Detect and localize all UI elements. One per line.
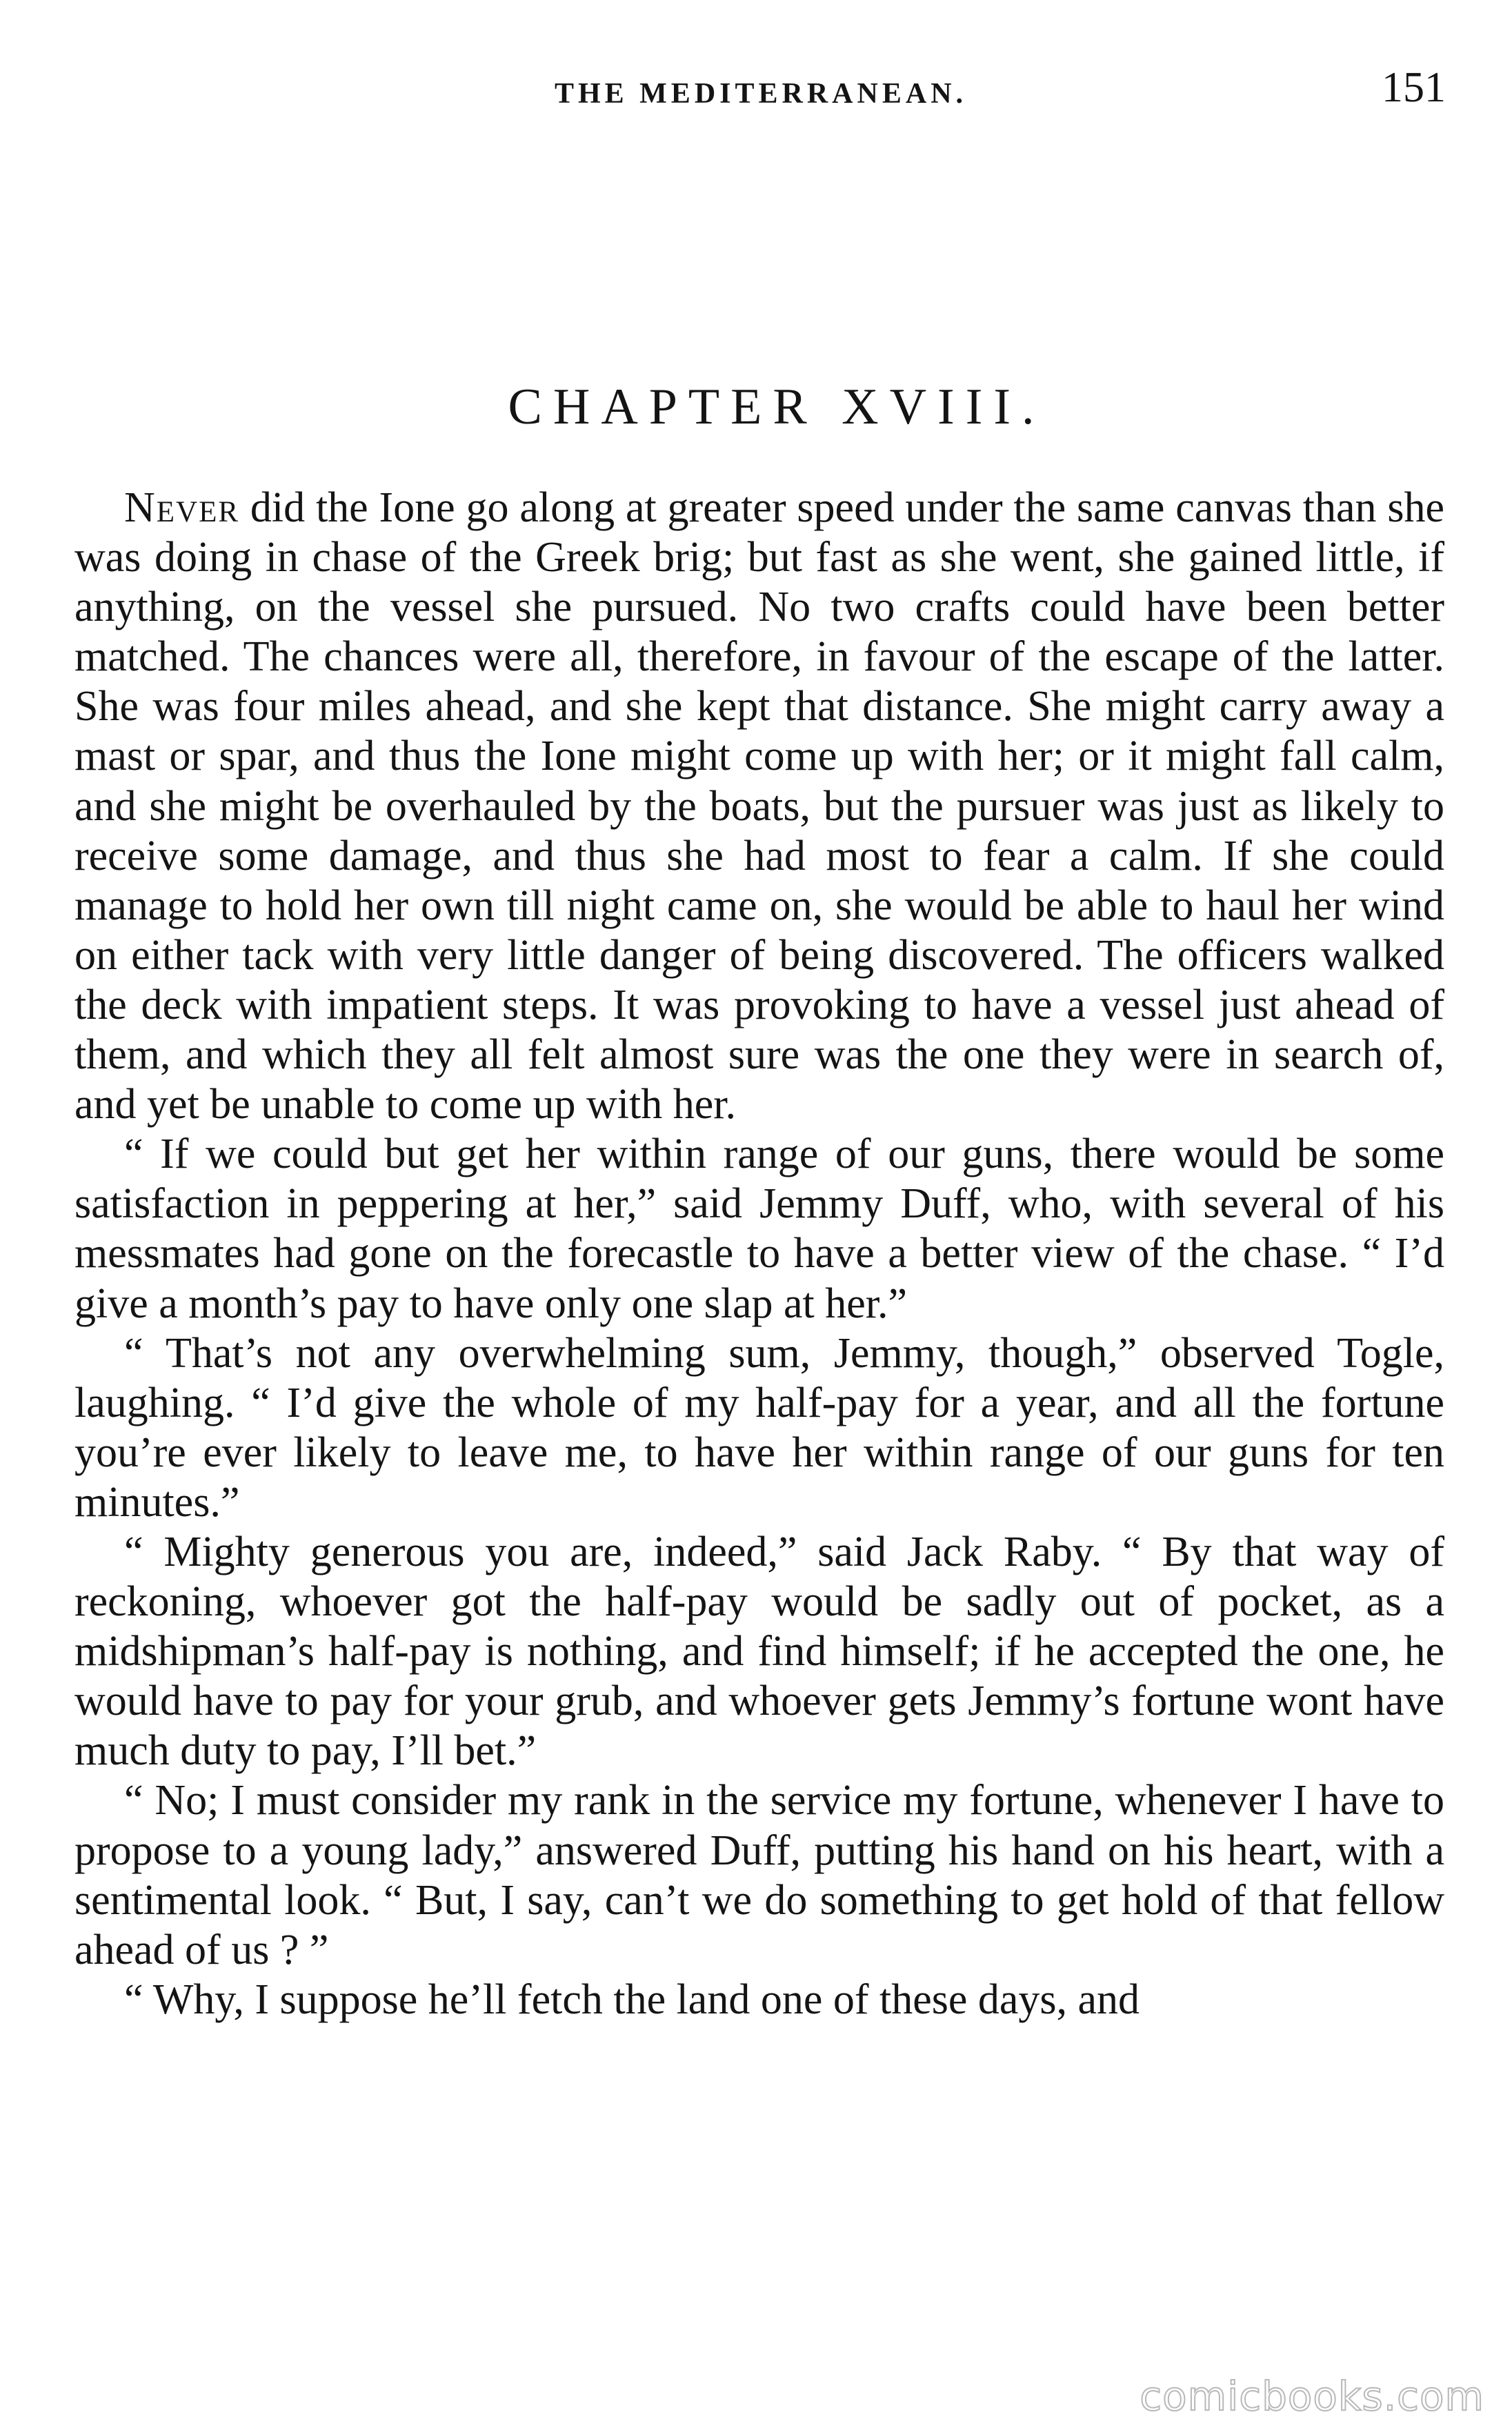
body-text (74, 483, 1444, 2024)
paragraph: “ No; I must consider my rank in the service my fortune, whenever I have to propose to a young lady,” answered Duff, putting his hand on his heart, with a sentimental look. “ But, I say, can’t we do something to get hold of that fellow ahead of us ? ” (74, 1777, 1444, 1973)
paragraph: “ If we could but get her within range of our guns, there would be some satisfaction in peppering at her,” said Jemmy Duff, who, with several of his messmates had gone on the forecastle to have a better view of the chase. “ I’d give a month’s pay to have only one slap at her.” (74, 1131, 1444, 1327)
running-head (76, 61, 1446, 116)
paragraph-lead-word: Never (124, 484, 240, 531)
paragraph: “ Mighty generous you are, indeed,” said Jack Raby. “ By that way of reckoning, whoever got the half-pay would be sadly out of pocket, as a midshipman’s half-pay is nothing, and find himself; if he accepted the one, he would have to pay for your grub, and whoever gets Jemmy’s fortune wont have much duty to pay, I’ll bet.” (74, 1528, 1444, 1775)
paragraph-text: did the Ione go along at greater speed under the same canvas than she was doing in chase of the Greek brig; but fast as she went, she gained little, if anything, on the vessel she pursued. No two crafts could have been better matched. The chances were all, therefore, in favour of the escape of the latter. She was four miles ahead, and she kept that distance. She might carry away a mast or spar, and thus the Ione might come up with her; or it might fall calm, and she might be overhauled by the boats, but the pursuer was just as likely to receive some damage, and thus she had most to fear a calm. If she could manage to hold her own till night came on, she would be able to haul her wind on either tack with very little danger of being discovered. The officers walked the deck with impatient steps. It was provoking to have a vessel just ahead of them, and which they all felt almost sure was the one they were in search of, and yet be unable to come up with her. (74, 484, 1444, 1128)
page-number: 151 (1382, 64, 1446, 111)
paragraph: “ That’s not any overwhelming sum, Jemmy, though,” observed Togle, laughing. “ I’d give the whole of my half-pay for a year, and all the fortune you’re ever likely to leave me, to have her within range of our guns for ten minutes.” (74, 1329, 1444, 1526)
running-title: THE MEDITERRANEAN. (554, 78, 968, 110)
watermark: comicbooks.com (1140, 2373, 1484, 2420)
paragraph: “ Why, I suppose he’ll fetch the land one of these days, and (124, 1976, 1140, 2023)
chapter-heading: CHAPTER XVIII. (508, 379, 1046, 435)
paragraph (74, 483, 1444, 1129)
